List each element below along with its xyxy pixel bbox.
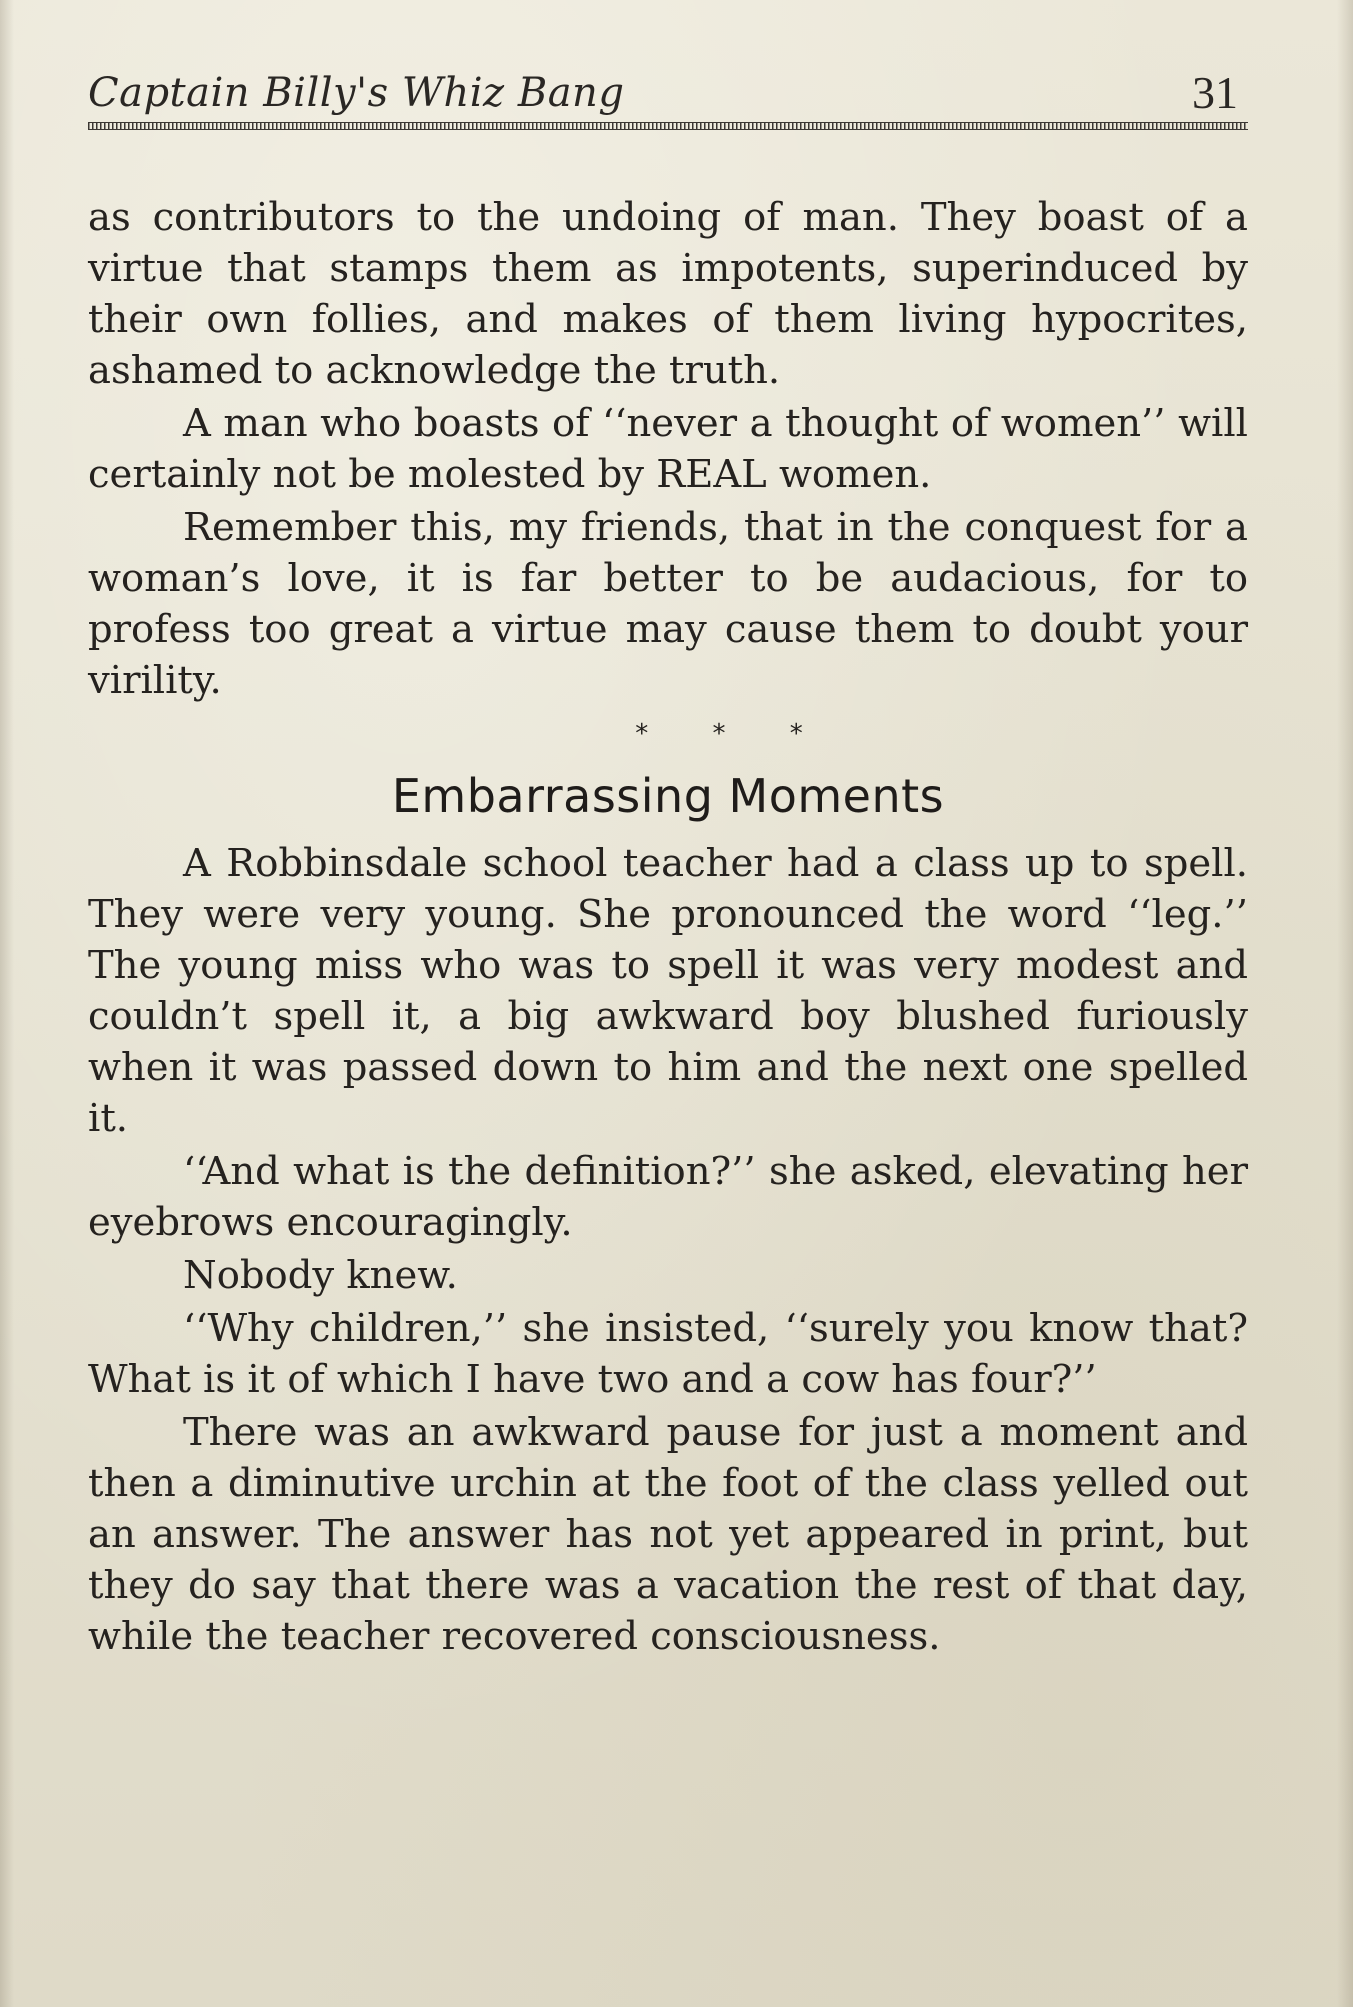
paragraph: A Robbinsdale school teacher had a class up to spell. They were very young. She pronounced the word ‘‘leg.’’ The young miss who was to spell it was very modest and couldn’t spell it, a big awkward boy blushed furiously when it was passed down to him and the next one spelled it.: [88, 841, 1248, 1141]
paragraph: ‘‘And what is the definition?’’ she asked, elevating her eyebrows encouragingly.: [88, 1149, 1248, 1245]
page-header: [88, 62, 1248, 124]
paragraph: There was an awkward pause for just a moment and then a diminutive urchin at the foot of the class yelled out an answer. The answer has not yet appeared in print, but they do say that there was a vacation the rest of that day, while the teacher recovered consciousness.: [88, 1410, 1248, 1659]
section-separator: * * *: [635, 719, 831, 749]
paragraph: A man who boasts of ‘‘never a thought of women’’ will certainly not be molested by REAL women.: [88, 401, 1248, 497]
body-text: [88, 192, 1248, 1664]
page-number: 31: [1192, 67, 1238, 118]
header-rule: [88, 122, 1248, 130]
paragraph: Remember this, my friends, that in the conquest for a woman’s love, it is far better to be audacious, for to profess too great a virtue may cause them to doubt your virility.: [88, 505, 1248, 703]
paragraph: ‘‘Why children,’’ she insisted, ‘‘surely you know that? What is it of which I have two and a cow has four?’’: [88, 1306, 1248, 1402]
section-heading: Embarrassing Moments: [391, 769, 945, 823]
running-title: Captain Billy's Whiz Bang: [88, 70, 625, 116]
paragraph-continued: as contributors to the undoing of man. They boast of a virtue that stamps them as impotents, superinduced by their own follies, and makes of them living hypocrites, ashamed to acknowledge the truth.: [88, 195, 1248, 393]
paragraph: Nobody knew.: [183, 1253, 458, 1298]
